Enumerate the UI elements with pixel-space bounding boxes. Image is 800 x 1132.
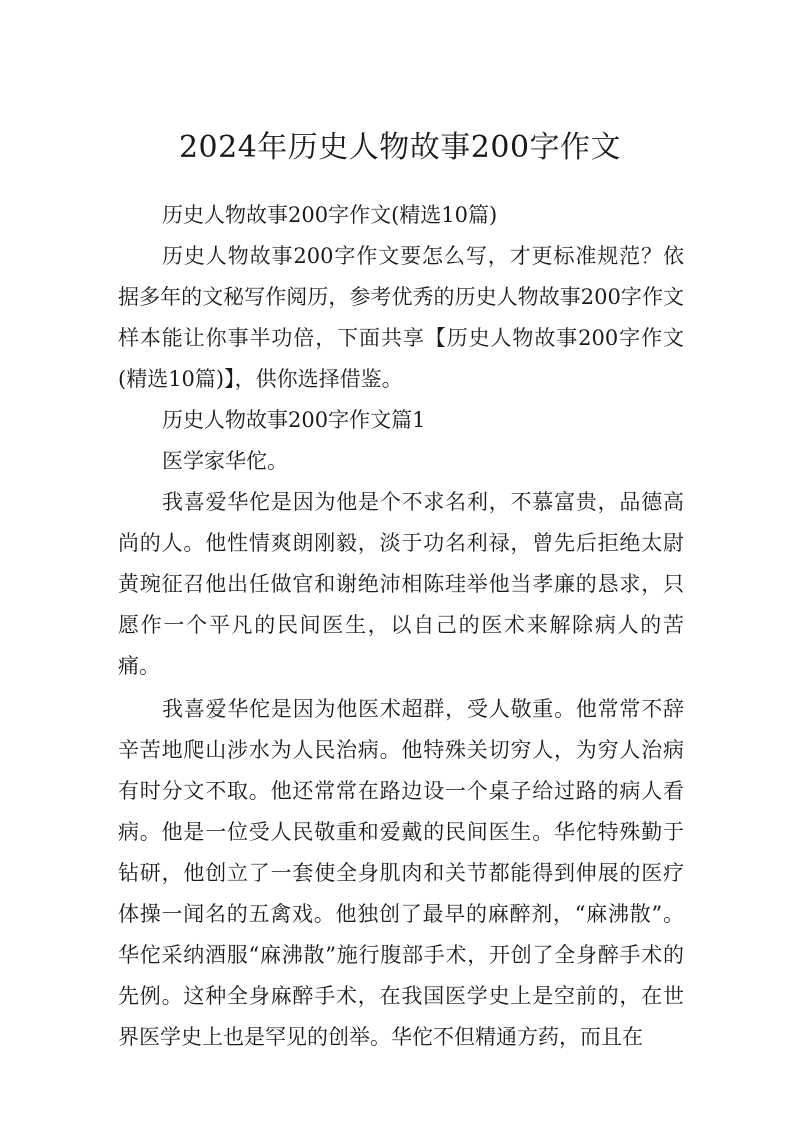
paragraph-body-1: 我喜爱华佗是因为他是个不求名利，不慕富贵，品德高尚的人。他性情爽朗刚毅，淡于功名利禄，曾先后拒绝太尉黄琬征召他出任做官和谢绝沛相陈珪举他当孝廉的恳求，只愿作一个平凡的民间医生，以自己的医术来解除病人的苦痛。 [118, 490, 684, 678]
paragraph-body-2: 我喜爱华佗是因为他医术超群，受人敬重。他常常不辞辛苦地爬山涉水为人民治病。他特殊关切穷人，为穷人治病有时分文不取。他还常常在路边设一个桌子给过路的病人看病。他是一位受人民敬重和爱戴的民间医生。华佗特殊勤于钻研，他创立了一套使全身肌肉和关节都能得到伸展的医疗体操一闻名的五禽戏。他独创了最早的麻醉剂，“麻沸散”。华佗采纳酒服“麻沸散”施行腹部手术，开创了全身醉手术的先例。这种全身麻醉手术，在我国医学史上是空前的，在世界医学史上也是罕见的创举。华佗不但精通方药，而且在 [118, 697, 684, 1049]
paragraph-intro: 历史人物故事200字作文要怎么写，才更标准规范？依据多年的文秘写作阅历，参考优秀的历史人物故事200字作文样本能让你事半功倍，下面共享【历史人物故事200字作文(精选10篇)】，供你选择借鉴。 [118, 244, 684, 391]
document-body [118, 195, 684, 1058]
paragraph-subject: 医学家华佗。 [162, 449, 288, 473]
document-title: 2024年历史人物故事200字作文 [178, 130, 622, 165]
paragraph-subtitle: 历史人物故事200字作文(精选10篇) [162, 203, 498, 227]
paragraph-section-heading: 历史人物故事200字作文篇1 [162, 408, 426, 432]
